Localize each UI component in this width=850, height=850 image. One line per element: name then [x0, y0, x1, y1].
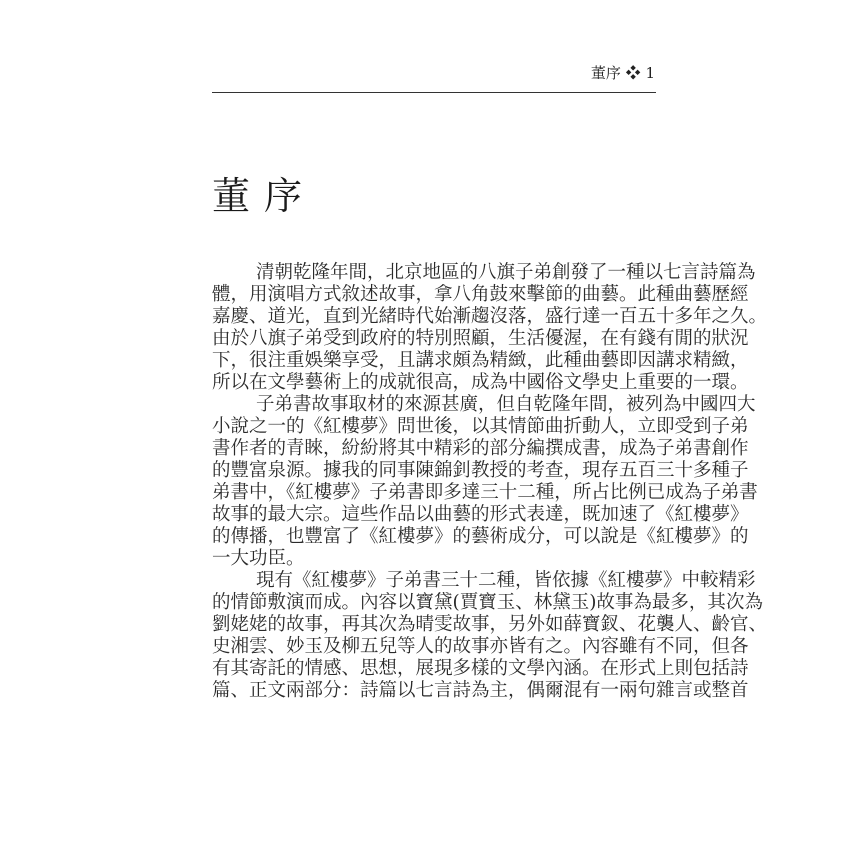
text-line: 弟書中，《紅樓夢》子弟書即多達三十二種，所占比例已成為子弟書 — [212, 482, 758, 503]
text-line: 嘉慶、道光，直到光緒時代始漸趨沒落，盛行達一百五十多年之久。 — [212, 306, 768, 327]
text-line: 所以在文學藝術上的成就很高，成為中國俗文學史上重要的一環。 — [212, 372, 749, 393]
text-line: 劉姥姥的故事，再其次為晴雯故事，另外如薛寶釵、花襲人、齡官、 — [212, 614, 768, 635]
text-line: 清朝乾隆年間，北京地區的八旗子弟創發了一種以七言詩篇為 — [256, 262, 756, 283]
text-line: 子弟書故事取材的來源甚廣，但自乾隆年間，被列為中國四大 — [256, 394, 756, 415]
text-line: 現有《紅樓夢》子弟書三十二種，皆依據《紅樓夢》中較精彩 — [256, 570, 756, 591]
paragraph — [212, 262, 768, 394]
page-title: 董序 — [212, 174, 317, 218]
text-line: 的傳播，也豐富了《紅樓夢》的藝術成分，可以說是《紅樓夢》的 — [212, 526, 749, 547]
text-line: 有其寄託的情感、思想，展現多樣的文學內涵。在形式上則包括詩 — [212, 658, 749, 679]
text-line: 體，用演唱方式敘述故事，拿八角鼓來擊節的曲藝。此種曲藝歷經 — [212, 284, 749, 305]
paragraph — [212, 570, 768, 702]
text-line: 下，很注重娛樂享受，且講求頗為精緻，此種曲藝即因講求精緻， — [212, 350, 749, 371]
text-line: 的豐富泉源。據我的同事陳錦釗教授的考查，現存五百三十多種子 — [212, 460, 749, 481]
text-line: 篇、正文兩部分：詩篇以七言詩為主，偶爾混有一兩句雜言或整首 — [212, 680, 749, 701]
text-line: 由於八旗子弟受到政府的特別照顧，生活優渥，在有錢有閒的狀況 — [212, 328, 749, 349]
text-line: 書作者的青睞，紛紛將其中精彩的部分編撰成書，成為子弟書創作 — [212, 438, 749, 459]
text-line: 小說之一的《紅樓夢》問世後，以其情節曲折動人，立即受到子弟 — [212, 416, 749, 437]
text-line: 史湘雲、妙玉及柳五兒等人的故事亦皆有之。內容雖有不同，但各 — [212, 636, 749, 657]
body-text — [212, 262, 768, 702]
text-line: 的情節敷演而成。內容以寶黛(賈寶玉、林黛玉)故事為最多，其次為 — [212, 592, 763, 613]
text-line: 故事的最大宗。這些作品以曲藝的形式表達，既加速了《紅樓夢》 — [212, 504, 749, 525]
header-rule — [212, 92, 656, 93]
text-line: 一大功臣。 — [212, 548, 305, 569]
running-header: 董序 ❖ 1 — [590, 64, 655, 82]
paragraph — [212, 394, 758, 570]
